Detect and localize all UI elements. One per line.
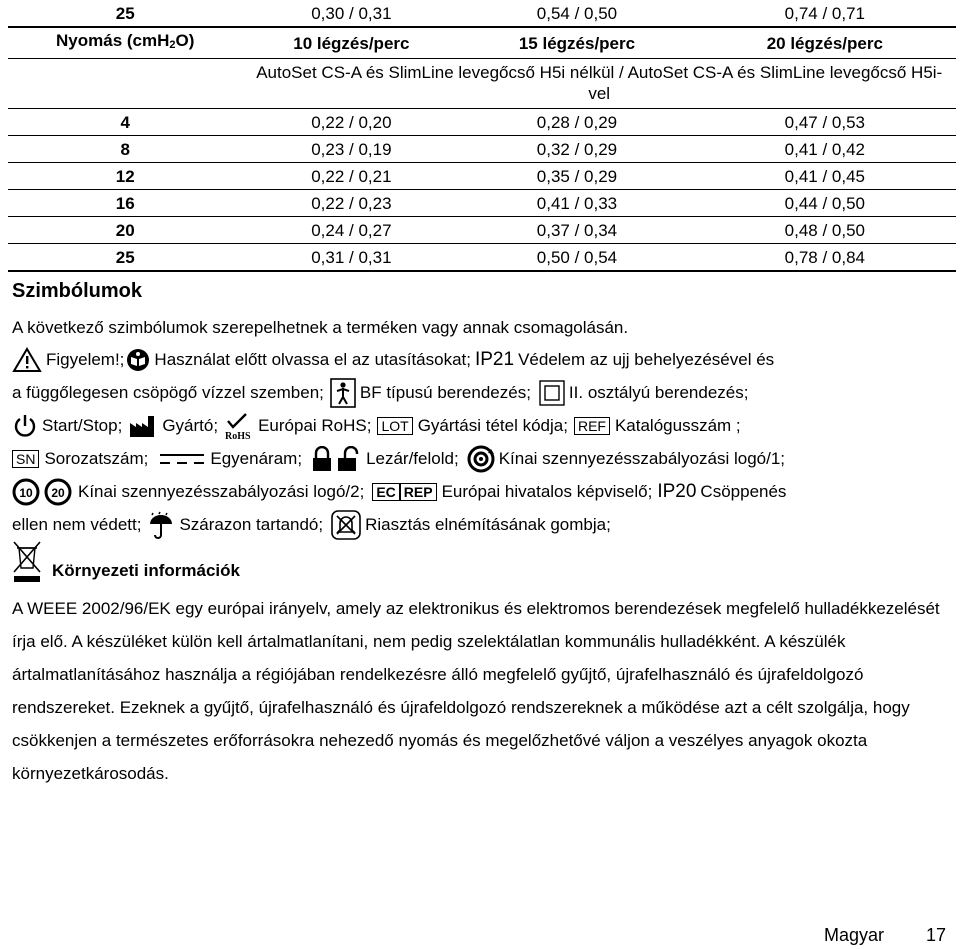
symbols-line: ellen nem védett; Szárazon tartandó; Riasztás elnémításának gombja;	[12, 508, 952, 541]
symbols-line: a függőlegesen csöpögő vízzel szemben; BF típusú berendezés; II. osztályú berendezés;	[12, 376, 952, 409]
dc-icon	[158, 449, 206, 469]
weee-bin-icon	[12, 540, 42, 584]
lot-box: LOT	[377, 417, 412, 435]
table-cell: 0,30 / 0,31	[242, 0, 460, 27]
svg-text:10: 10	[19, 485, 33, 500]
table-row: 12 0,22 / 0,21 0,35 / 0,29 0,41 / 0,45	[8, 163, 956, 190]
col-header-20: 20 légzés/perc	[694, 27, 956, 59]
alarm-mute-icon	[331, 510, 361, 540]
ec-box: EC	[372, 483, 399, 501]
pressure-header: Nyomás (cmH$_2$O)	[8, 27, 242, 59]
table-cell: 25	[8, 0, 242, 27]
ip21-label: IP21	[474, 348, 515, 370]
table-row: 8 0,23 / 0,19 0,32 / 0,29 0,41 / 0,42	[8, 136, 956, 163]
page-number: 17	[926, 925, 947, 945]
table-row	[8, 0, 956, 27]
bf-type-icon	[330, 378, 356, 408]
svg-text:RoHS: RoHS	[225, 430, 251, 440]
table-header-row	[8, 27, 956, 59]
lock-unlock-icon	[310, 446, 362, 472]
symbols-line: SN Sorozatszám; Egyenáram; Lezár/felold; Kínai szennyezésszabályozási logó/1;	[12, 442, 952, 475]
rohs-icon	[224, 412, 254, 440]
symbols-list	[12, 343, 952, 541]
symbols-line: 10 20 Kínai szennyezésszabályozási logó/2; EC REP Európai hivatalos képviselő; IP20 Csöppenés	[12, 475, 952, 508]
table-cell: 0,54 / 0,50	[460, 0, 693, 27]
footer-language: Magyar	[824, 925, 885, 945]
ip20-label: IP20	[657, 480, 697, 502]
warning-icon	[12, 347, 42, 373]
symbols-line: Figyelem!; Használat előtt olvassa el az utasításokat; IP21 Védelem az ujj behelyezésével és	[12, 343, 952, 376]
rep-box: REP	[400, 483, 437, 501]
flow-table	[8, 0, 956, 272]
col-header-10: 10 légzés/perc	[242, 27, 460, 59]
ref-box: REF	[574, 417, 610, 435]
china-pollution-logo-1-icon	[467, 445, 495, 473]
table-row: 16 0,22 / 0,23 0,41 / 0,33 0,44 / 0,50	[8, 190, 956, 217]
manufacturer-icon	[128, 413, 158, 439]
class2-icon	[539, 380, 565, 406]
table-row: 20 0,24 / 0,27 0,37 / 0,34 0,48 / 0,50	[8, 217, 956, 244]
table-cell: 0,74 / 0,71	[694, 0, 956, 27]
environment-heading	[12, 540, 240, 584]
read-instructions-icon	[126, 348, 150, 372]
svg-text:20: 20	[51, 485, 65, 500]
symbols-line: Start/Stop; Gyártó; RoHS Európai RoHS; LOT Gyártási tétel kódja; REF Katalógusszám ;	[12, 409, 952, 442]
table-row: 4 0,22 / 0,20 0,28 / 0,29 0,47 / 0,53	[8, 109, 956, 136]
power-icon	[12, 413, 38, 439]
table-note-row	[8, 59, 956, 109]
col-header-15: 15 légzés/perc	[460, 27, 693, 59]
environment-body: A WEEE 2002/96/EK egy európai irányelv, amely az elektronikus és elektromos berendezések megfelelő hulladékkezelését írja elő. A készüléket külön kell ártalmatlanítani, nem pedig szelektálatlan kommunális hulladékként. A készülék ártalmatlanításához használja a régiójában rendelkezésre álló megfelelő gyűjtő, újrafelhasználó és újrafeldolgozó rendszereket. Ezeknek a gyűjtő, újrafelhasználó és újrafeldolgozó rendszereknek a működése azt a célt szolgálja, hogy csökkenjen a természetes erőforrásokra nehezedő nyomás és megelőzhetővé váljon a veszélyes anyagok okozta környezetkárosodás.	[12, 599, 940, 783]
china-pollution-logo-2-icon	[12, 478, 74, 506]
symbols-heading: Szimbólumok	[12, 280, 143, 302]
table-row: 25 0,31 / 0,31 0,50 / 0,54 0,78 / 0,84	[8, 244, 956, 272]
environment-title: Környezeti információk	[52, 561, 240, 580]
symbols-intro: A következő szimbólumok szerepelhetnek a terméken vagy annak csomagolásán.	[12, 318, 629, 337]
keep-dry-icon	[147, 511, 175, 539]
table-note: AutoSet CS-A és SlimLine levegőcső H5i nélkül / AutoSet CS-A és SlimLine levegőcső H5i-vel	[242, 59, 956, 109]
sn-box: SN	[12, 450, 39, 468]
